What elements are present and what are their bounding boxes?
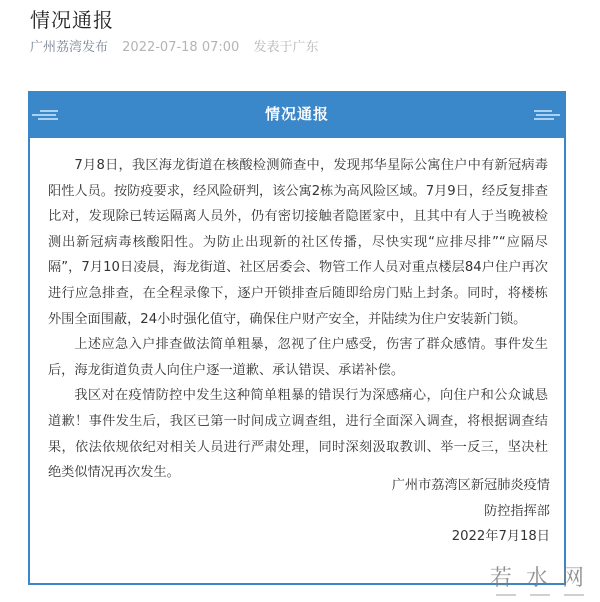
account-name-link[interactable]: 广州荔湾发布	[30, 40, 109, 55]
decorative-lines-icon	[534, 109, 562, 121]
publish-location: 发表于广东	[253, 40, 319, 55]
notice-card	[28, 91, 566, 585]
notice-paragraph: 7月8日，我区海龙街道在核酸检测筛查中，发现邦华星际公寓住户中有新冠病毒阳性人员。按防疫要求，经风险研判，该公寓2栋为高风险区域。7月9日，经反复排查比对，发现除已转运隔离人员外，仍有密切接触者隐匿家中，且其中有人于当晚被检测出新冠病毒核酸阳性。为防止出现新的社区传播，尽快实现“应排尽排”“应隔尽隔”，7月10日凌晨，海龙街道、社区居委会、物管工作人员对重点楼层84户住户再次进行应急排查，在全程录像下，逐户开锁排查后随即给房门贴上封条。同时，将楼栋外围全面围蔽，24小时强化值守，确保住户财产安全，并陆续为住户安装新门锁。	[48, 158, 548, 327]
signature-org-line2: 防控指挥部	[484, 503, 550, 519]
notice-signature	[392, 473, 550, 550]
notice-paragraph: 上述应急入户排查做法简单粗暴，忽视了住户感受，伤害了群众感情。事件发生后，海龙街道负责人向住户逐一道歉、承认错误、承诺补偿。	[48, 337, 548, 378]
notice-paragraph: 我区对在疫情防控中发生这种简单粗暴的错误行为深感痛心，向住户和公众诚恳道歉！事件发生后，我区已第一时间成立调查组，进行全面深入调查，将根据调查结果，依法依规依纪对相关人员进行严肃处理，同时深刻汲取教训、举一反三，坚决杜绝类似情况再次发生。	[48, 388, 548, 481]
watermark	[490, 566, 598, 600]
publish-time: 2022-07-18 07:00	[122, 40, 240, 55]
notice-header-title: 情况通报	[264, 105, 329, 123]
notice-body	[48, 153, 548, 486]
watermark-text: 若水网	[490, 566, 599, 591]
article-meta	[30, 38, 318, 58]
watermark-underline	[490, 594, 598, 596]
signature-date: 2022年7月18日	[451, 529, 550, 545]
signature-org-line1: 广州市荔湾区新冠肺炎疫情	[391, 478, 550, 493]
article-title: 情况通报	[30, 8, 114, 32]
notice-header	[30, 91, 564, 138]
